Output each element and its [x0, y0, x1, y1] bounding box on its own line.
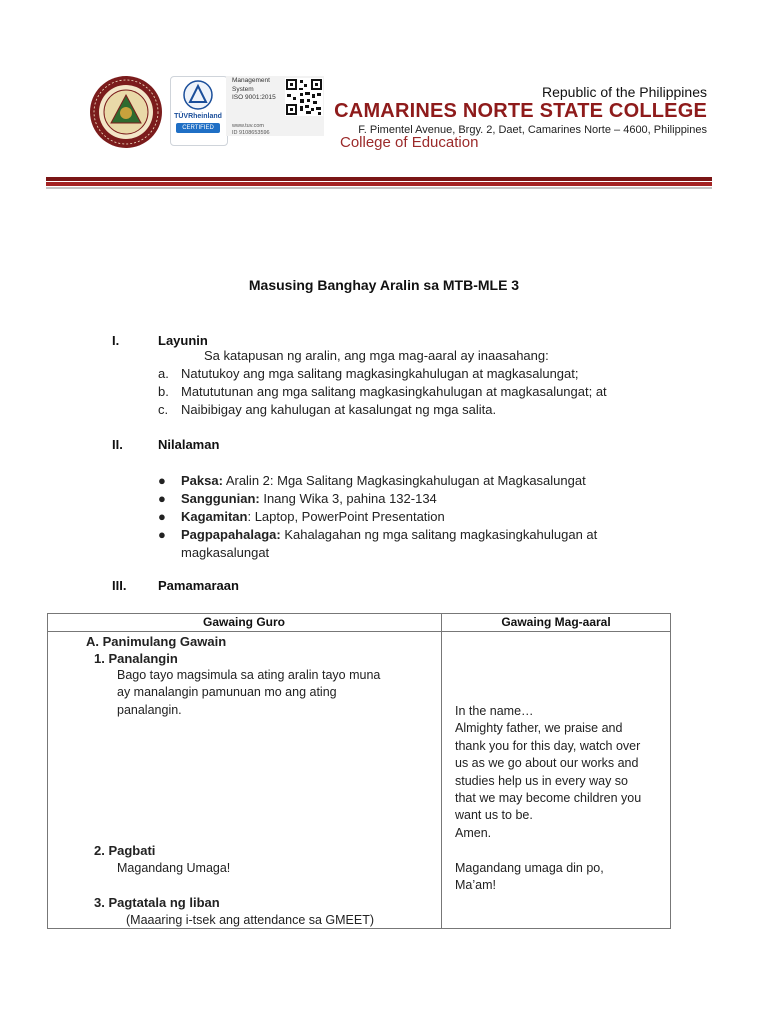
content-item-sanggunian	[181, 490, 437, 508]
ms-footer-line: www.tuv.com	[232, 123, 264, 129]
teacher-attendance-text: (Maaaring i-tsek ang attendance sa GMEET)	[126, 913, 375, 927]
bullet-icon: ●	[158, 509, 166, 524]
bullet-icon: ●	[158, 491, 166, 506]
content-value: Aralin 2: Mga Salitang Magkasingkahulugan at Magkasalungat	[222, 473, 586, 488]
college-name: CAMARINES NORTE STATE COLLEGE	[334, 100, 707, 122]
objective-letter: a.	[158, 366, 169, 381]
tuv-brand: TÜVRheinland	[174, 113, 222, 120]
text-line: Amen.	[455, 825, 492, 840]
text-line: Bago tayo magsimula sa ating aralin tayo muna	[117, 668, 381, 682]
objective-letter: b.	[158, 384, 169, 399]
republic-line: Republic of the Philippines	[542, 84, 707, 100]
content-label: Pagpapahalaga:	[181, 527, 281, 542]
column-header-student: Gawaing Mag-aaral	[501, 615, 611, 629]
teacher-prayer-text	[117, 667, 380, 719]
step-attendance-heading: 3. Pagtatala ng liban	[94, 895, 220, 910]
ms-footer-line: ID 9108653596	[232, 130, 270, 136]
step-prayer-heading: 1. Panalangin	[94, 651, 178, 666]
tuv-certified-label: CERTIFIED	[176, 123, 220, 133]
header-divider	[46, 187, 712, 189]
text-line: In the name…	[455, 704, 534, 718]
qr-code-icon	[285, 78, 323, 116]
content-label: Sanggunian:	[181, 491, 260, 506]
objectives-intro: Sa katapusan ng aralin, ang mga mag-aaral ay inaasahang:	[204, 348, 549, 363]
college-seal-logo	[89, 75, 163, 149]
content-label: Kagamitan	[181, 509, 248, 524]
text-line: Almighty father, we praise and	[455, 721, 623, 736]
text-line: thank you for this day, watch over	[455, 738, 641, 753]
content-label: Paksa:	[181, 473, 223, 488]
management-system-text	[232, 77, 276, 103]
column-header-teacher: Gawaing Guro	[202, 615, 285, 629]
header-divider	[46, 182, 712, 186]
ms-line: Management	[232, 77, 270, 84]
bullet-icon: ●	[158, 473, 166, 488]
student-prayer-response	[455, 703, 641, 842]
content-item-kagamitan	[181, 508, 445, 526]
section-heading: Pamamaraan	[158, 578, 239, 593]
step-greeting-heading: 2. Pagbati	[94, 843, 156, 858]
section-heading: Nilalaman	[158, 437, 220, 452]
objective-item: Naibibigay ang kahulugan at kasalungat ng mga salita.	[181, 402, 497, 417]
section-number: II.	[112, 437, 123, 452]
header-divider	[46, 177, 712, 181]
tuv-triangle-icon	[183, 80, 213, 110]
section-number: I.	[112, 333, 120, 348]
objective-letter: c.	[158, 402, 169, 417]
text-line: that we may become children you	[455, 791, 642, 806]
part-a-heading: A. Panimulang Gawain	[86, 634, 227, 649]
management-system-footer	[232, 123, 270, 137]
text-line: studies help us in every way so	[455, 773, 629, 788]
text-line: want us to be.	[455, 808, 533, 823]
bullet-icon: ●	[158, 527, 166, 542]
content-item-pagpapahalaga	[181, 526, 597, 544]
teacher-greeting-text: Magandang Umaga!	[117, 861, 231, 875]
department-name: College of Education	[340, 134, 479, 151]
text-line: Ma’am!	[455, 878, 496, 893]
ms-line: ISO 9001:2015	[232, 94, 276, 101]
text-line: ay manalangin pamunuan mo ang ating	[117, 685, 337, 700]
content-value: Kahalagahan ng mga salitang magkasingkahulugan at	[280, 527, 598, 542]
table-header-divider	[47, 631, 671, 632]
content-value: : Laptop, PowerPoint Presentation	[247, 509, 445, 524]
text-line: panalangin.	[117, 702, 182, 717]
section-number: III.	[112, 578, 127, 593]
text-line: Magandang umaga din po,	[455, 861, 604, 875]
content-value-continued: magkasalungat	[181, 545, 270, 560]
objective-item: Matututunan ang mga salitang magkasingkahulugan at magkasalungat; at	[181, 384, 607, 399]
content-value: Inang Wika 3, pahina 132-134	[259, 491, 437, 506]
ms-line: System	[232, 85, 254, 93]
section-heading: Layunin	[158, 333, 208, 348]
table-column-divider	[441, 613, 442, 929]
document-title: Masusing Banghay Aralin sa MTB-MLE 3	[248, 277, 520, 293]
content-item-paksa	[181, 472, 586, 490]
objective-item: Natutukoy ang mga salitang magkasingkahulugan at magkasalungat;	[181, 366, 579, 381]
college-address: F. Pimentel Avenue, Brgy. 2, Daet, Camarines Norte – 4600, Philippines	[358, 124, 707, 136]
text-line: us as we go about our works and	[455, 756, 639, 771]
student-greeting-response	[455, 860, 604, 895]
